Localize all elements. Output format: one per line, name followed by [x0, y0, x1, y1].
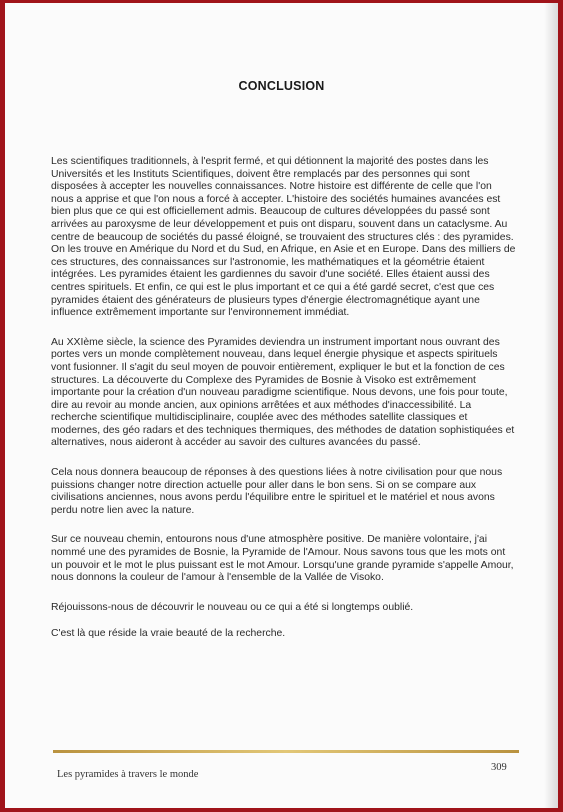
paragraph-1: Les scientifiques traditionnels, à l'esprit fermé, et qui détionnent la majorité des postes dans les Universités et les Instituts Scientifiques, doivent être remplacés par des personnes qui sont disposées à accepter les nouvelles connaissances. Notre histoire est différente de celle que l'on nous a apprise et que l'on nous a forcé à accepter. L'histoire des sociétés humaines avancées est bien plus que ce qui est officiellement admis. Beaucoup de cultures développées du passé sont arrivées au paroxysme de leur développement et puis ont disparu, souvent dans un cataclysme. Au centre de beaucoup de sociétés du passé éloigné, se trouvaient des structures clés : des pyramides. On les trouve en Amérique du Nord et du Sud, en Afrique, en Asie et en Europe. Dans des milliers de ces structures, des connaissances sur l'astronomie, les mathématiques et la géométrie étaient intégrées. Les pyramides étaient les gardiennes du savoir d'une société. Elles étaient aussi des centres spirituels. Et enfin, ce qui est le plus important et ce qui a été gardé secret, c'est que ces pyramides étaient des générateurs de plusieurs types d'énergie électromagnétique ayant une influence extrêmement importante sur l'environnement immédiat. [51, 156, 516, 319]
page-title: CONCLUSION [238, 79, 325, 93]
paragraph-4: Sur ce nouveau chemin, entourons nous d'une atmosphère positive. De manière volontaire, j'ai nommé une des pyramides de Bosnie, la Pyramide de l'Amour. Nous savons tous que les mots ont un pouvoir et le mot le plus puissant est le mot Amour. Lorsqu'une grande pyramide s'appelle Amour, nous donnons la couleur de l'amour à l'ensemble de la Vallée de Visoko. [51, 534, 514, 584]
paragraph-3: Cela nous donnera beaucoup de réponses à des questions liées à notre civilisation pour que nous puissions changer notre direction actuelle pour aller dans le bon sens. Si on se compare aux civilisations anciennes, nous avons perdu l'équilibre entre le spirituel et le matériel et nous avons perdu notre lien avec la nature. [51, 467, 503, 516]
document-page [5, 3, 558, 808]
paragraph-2: Au XXIème siècle, la science des Pyramides deviendra un instrument important nous ouvrant des portes vers un monde complètement nouveau, dans lequel énergie physique et aspects spirituels vont fusionner. Il s'agit du seul moyen de pouvoir entièrement, expliquer le but et la fonction de ces structures. La découverte du Complexe des Pyramides de Bosnie à Visoko est extrêmement importante pour la création d'un nouveau paradigme scientifique. Nous devons, une fois pour toute, dire au revoir au monde ancien, aux opinions arrêtées et aux méthodes d'inaccessibilité. La recherche scientifique multidisciplinaire, couplée avec des méthodes satellite classiques et modernes, des géo radars et des techniques thermiques, des méthodes de datation sophistiquées et alternatives, nous aideront à accéder au savoir des cultures avancées du passé. [51, 336, 515, 449]
body-text [51, 156, 517, 658]
page-edge-shadow [544, 3, 558, 808]
footer-rule [53, 750, 519, 753]
paragraph-6: C'est là que réside la vraie beauté de la recherche. [51, 628, 286, 640]
paragraph-5: Réjouissons-nous de découvrir le nouveau ou ce qui a été si longtemps oublié. [51, 601, 414, 613]
page-number: 309 [491, 762, 507, 773]
footer-book-title: Les pyramides à travers le monde [57, 769, 199, 780]
